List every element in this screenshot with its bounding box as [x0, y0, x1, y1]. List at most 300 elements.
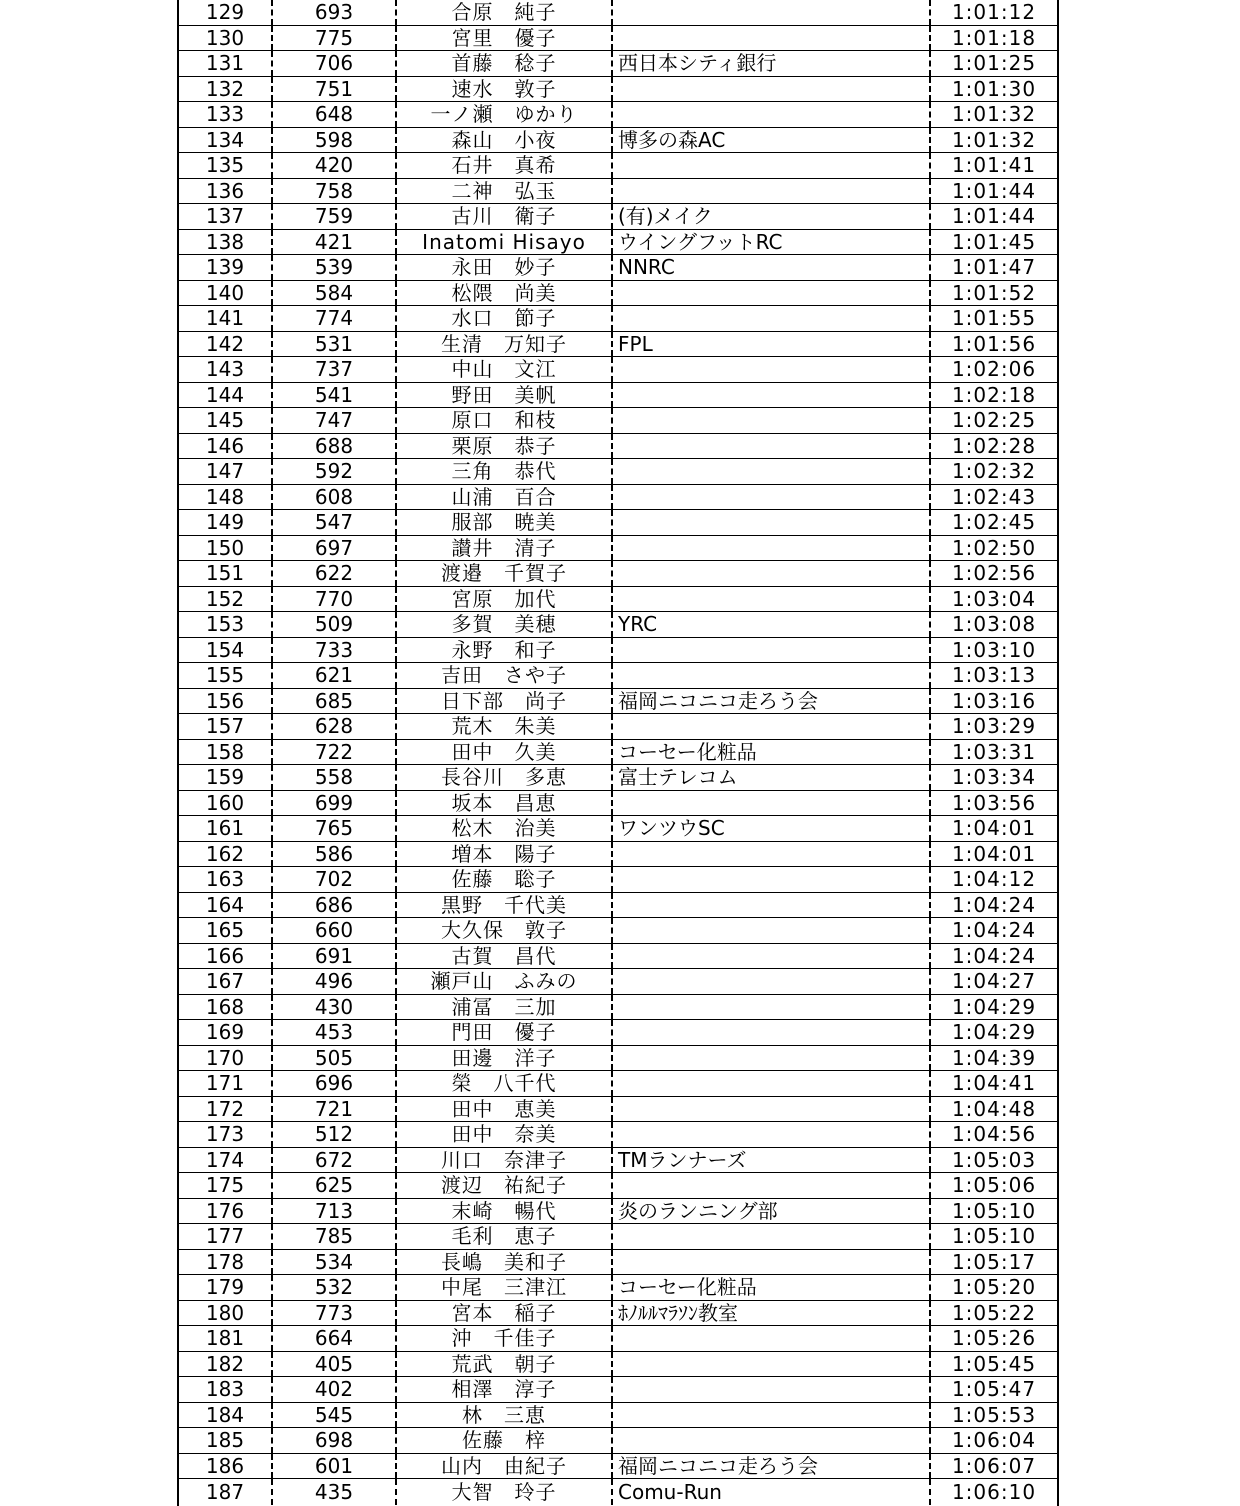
club-cell: TMランナーズ [613, 1148, 931, 1173]
bib-number-cell: 770 [273, 587, 397, 612]
club-cell [613, 714, 931, 739]
club-cell [613, 306, 931, 331]
bib-number-cell: 531 [273, 332, 397, 357]
club-cell: コーセー化粧品 [613, 1275, 931, 1300]
table-row [179, 1428, 1057, 1454]
rank-cell: 167 [179, 969, 273, 994]
bib-number-cell: 747 [273, 408, 397, 433]
club-cell [613, 561, 931, 586]
finish-time-cell: 1:05:22 [951, 1300, 1037, 1325]
table-row [179, 0, 1057, 26]
rank-cell: 149 [179, 510, 273, 535]
club-cell [613, 357, 931, 382]
table-row [179, 663, 1057, 689]
rank-cell: 173 [179, 1122, 273, 1147]
runner-name-cell: 長嶋 美和子 [397, 1250, 613, 1275]
finish-time-cell: 1:06:10 [951, 1479, 1037, 1504]
runner-name-cell: 松隈 尚美 [397, 281, 613, 306]
rank-cell: 135 [179, 153, 273, 178]
club-cell [613, 867, 931, 892]
runner-name-cell: 川口 奈津子 [397, 1148, 613, 1173]
club-cell: 博多の森AC [613, 128, 931, 153]
runner-name-cell: 山内 由紀子 [397, 1454, 613, 1479]
runner-name-cell: 永野 和子 [397, 638, 613, 663]
runner-name-cell: 増本 陽子 [397, 842, 613, 867]
runner-name-cell: Inatomi Hisayo [397, 230, 613, 255]
table-row [179, 867, 1057, 893]
table-row [179, 740, 1057, 766]
bib-number-cell: 601 [273, 1454, 397, 1479]
rank-cell: 151 [179, 561, 273, 586]
runner-name-cell: 相澤 淳子 [397, 1377, 613, 1402]
finish-time-cell: 1:02:25 [951, 408, 1037, 433]
rank-cell: 175 [179, 1173, 273, 1198]
runner-name-cell: 中尾 三津江 [397, 1275, 613, 1300]
club-cell [613, 1071, 931, 1096]
runner-name-cell: 三角 恭代 [397, 459, 613, 484]
finish-time-cell: 1:06:04 [951, 1428, 1037, 1453]
runner-name-cell: 浦冨 三加 [397, 995, 613, 1020]
bib-number-cell: 699 [273, 791, 397, 816]
bib-number-cell: 625 [273, 1173, 397, 1198]
rank-cell: 176 [179, 1199, 273, 1224]
club-cell [613, 1046, 931, 1071]
club-cell: コーセー化粧品 [613, 740, 931, 765]
finish-time-cell: 1:02:06 [951, 357, 1037, 382]
table-row [179, 1377, 1057, 1403]
runner-name-cell: 荒武 朝子 [397, 1352, 613, 1377]
runner-name-cell: 佐藤 聡子 [397, 867, 613, 892]
rank-cell: 159 [179, 765, 273, 790]
bib-number-cell: 672 [273, 1148, 397, 1173]
rank-cell: 144 [179, 383, 273, 408]
runner-name-cell: 日下部 尚子 [397, 689, 613, 714]
rank-cell: 147 [179, 459, 273, 484]
table-row [179, 510, 1057, 536]
runner-name-cell: 一ノ瀬 ゆかり [397, 102, 613, 127]
club-cell [613, 1326, 931, 1351]
bib-number-cell: 648 [273, 102, 397, 127]
runner-name-cell: 渡邉 千賀子 [397, 561, 613, 586]
table-row [179, 383, 1057, 409]
table-row [179, 816, 1057, 842]
bib-number-cell: 706 [273, 51, 397, 76]
table-row [179, 281, 1057, 307]
rank-cell: 160 [179, 791, 273, 816]
bib-number-cell: 421 [273, 230, 397, 255]
finish-time-cell: 1:03:56 [951, 790, 1037, 815]
club-cell [613, 434, 931, 459]
table-row [179, 944, 1057, 970]
finish-time-cell: 1:01:55 [951, 306, 1037, 331]
bib-number-cell: 558 [273, 765, 397, 790]
bib-number-cell: 721 [273, 1097, 397, 1122]
bib-number-cell: 435 [273, 1479, 397, 1505]
rank-cell: 146 [179, 434, 273, 459]
table-row [179, 1020, 1057, 1046]
runner-name-cell: 宮原 加代 [397, 587, 613, 612]
runner-name-cell: 二神 弘玉 [397, 179, 613, 204]
runner-name-cell: 森山 小夜 [397, 128, 613, 153]
bib-number-cell: 547 [273, 510, 397, 535]
table-row [179, 255, 1057, 281]
finish-time-cell: 1:05:10 [951, 1198, 1037, 1223]
bib-number-cell: 773 [273, 1301, 397, 1326]
finish-time-cell: 1:06:07 [951, 1453, 1037, 1478]
rank-cell: 134 [179, 128, 273, 153]
table-row [179, 51, 1057, 77]
table-row [179, 357, 1057, 383]
table-row [179, 995, 1057, 1021]
rank-cell: 143 [179, 357, 273, 382]
bib-number-cell: 545 [273, 1403, 397, 1428]
club-cell [613, 1020, 931, 1045]
table-row [179, 1301, 1057, 1327]
club-cell [613, 1122, 931, 1147]
runner-name-cell: 古川 衛子 [397, 204, 613, 229]
rank-cell: 145 [179, 408, 273, 433]
finish-time-cell: 1:03:08 [951, 612, 1037, 637]
finish-time-cell: 1:05:17 [951, 1249, 1037, 1274]
finish-time-cell: 1:04:24 [951, 892, 1037, 917]
table-row [179, 714, 1057, 740]
club-cell [613, 536, 931, 561]
rank-cell: 133 [179, 102, 273, 127]
club-cell: 福岡ニコニコ走ろう会 [613, 1454, 931, 1479]
bib-number-cell: 664 [273, 1326, 397, 1351]
bib-number-cell: 722 [273, 740, 397, 765]
rank-cell: 180 [179, 1301, 273, 1326]
rank-cell: 142 [179, 332, 273, 357]
finish-time-cell: 1:04:29 [951, 994, 1037, 1019]
runner-name-cell: 田中 奈美 [397, 1122, 613, 1147]
table-row [179, 26, 1057, 52]
club-cell: FPL [613, 332, 931, 357]
finish-time-cell: 1:03:29 [951, 714, 1037, 739]
finish-time-cell: 1:04:41 [951, 1071, 1037, 1096]
club-cell [613, 995, 931, 1020]
rank-cell: 181 [179, 1326, 273, 1351]
club-cell [613, 1097, 931, 1122]
finish-time-cell: 1:04:27 [951, 969, 1037, 994]
runner-name-cell: 渡辺 祐紀子 [397, 1173, 613, 1198]
club-cell [613, 26, 931, 51]
rank-cell: 132 [179, 77, 273, 102]
table-row [179, 1326, 1057, 1352]
rank-cell: 174 [179, 1148, 273, 1173]
rank-cell: 129 [179, 0, 273, 25]
table-row [179, 689, 1057, 715]
runner-name-cell: 速水 敦子 [397, 77, 613, 102]
club-cell [613, 1224, 931, 1249]
table-row [179, 765, 1057, 791]
table-row [179, 1046, 1057, 1072]
rank-cell: 137 [179, 204, 273, 229]
runner-name-cell: 松木 治美 [397, 816, 613, 841]
runner-name-cell: 宮本 稲子 [397, 1301, 613, 1326]
finish-time-cell: 1:05:10 [951, 1224, 1037, 1249]
bib-number-cell: 697 [273, 536, 397, 561]
bib-number-cell: 751 [273, 77, 397, 102]
bib-number-cell: 775 [273, 26, 397, 51]
table-row [179, 612, 1057, 638]
table-row [179, 332, 1057, 358]
finish-time-cell: 1:01:44 [951, 204, 1037, 229]
rank-cell: 187 [179, 1479, 273, 1505]
club-cell [613, 638, 931, 663]
rank-cell: 162 [179, 842, 273, 867]
runner-name-cell: 榮 八千代 [397, 1071, 613, 1096]
table-row [179, 587, 1057, 613]
runner-name-cell: 多賀 美穂 [397, 612, 613, 637]
rank-cell: 131 [179, 51, 273, 76]
table-row [179, 485, 1057, 511]
club-cell [613, 510, 931, 535]
runner-name-cell: 毛利 恵子 [397, 1224, 613, 1249]
club-cell: ﾎﾉﾙﾙﾏﾗｿﾝ教室 [613, 1301, 931, 1326]
table-row [179, 204, 1057, 230]
bib-number-cell: 505 [273, 1046, 397, 1071]
club-cell: Comu-Run [613, 1479, 931, 1505]
rank-cell: 178 [179, 1250, 273, 1275]
table-row [179, 791, 1057, 817]
rank-cell: 168 [179, 995, 273, 1020]
bib-number-cell: 693 [273, 0, 397, 25]
table-row [179, 306, 1057, 332]
club-cell: 西日本シティ銀行 [613, 51, 931, 76]
bib-number-cell: 702 [273, 867, 397, 892]
table-row [179, 1403, 1057, 1429]
finish-time-cell: 1:04:48 [951, 1096, 1037, 1121]
bib-number-cell: 405 [273, 1352, 397, 1377]
table-row [179, 536, 1057, 562]
runner-name-cell: 首藤 稔子 [397, 51, 613, 76]
finish-time-cell: 1:03:16 [951, 688, 1037, 713]
runner-name-cell: 末崎 暢代 [397, 1199, 613, 1224]
rank-cell: 171 [179, 1071, 273, 1096]
finish-time-cell: 1:01:52 [951, 280, 1037, 305]
table-row [179, 1097, 1057, 1123]
table-row [179, 179, 1057, 205]
rank-cell: 163 [179, 867, 273, 892]
bib-number-cell: 402 [273, 1377, 397, 1402]
finish-time-cell: 1:05:47 [951, 1377, 1037, 1402]
table-row [179, 1199, 1057, 1225]
table-row [179, 561, 1057, 587]
bib-number-cell: 765 [273, 816, 397, 841]
bib-number-cell: 539 [273, 255, 397, 280]
finish-time-cell: 1:02:32 [951, 459, 1037, 484]
table-row [179, 408, 1057, 434]
club-cell [613, 77, 931, 102]
rank-cell: 165 [179, 918, 273, 943]
table-row [179, 459, 1057, 485]
finish-time-cell: 1:02:56 [951, 561, 1037, 586]
club-cell [613, 969, 931, 994]
finish-time-cell: 1:01:45 [951, 229, 1037, 254]
table-row [179, 77, 1057, 103]
rank-cell: 140 [179, 281, 273, 306]
bib-number-cell: 628 [273, 714, 397, 739]
club-cell [613, 918, 931, 943]
club-cell [613, 944, 931, 969]
finish-time-cell: 1:03:04 [951, 586, 1037, 611]
bib-number-cell: 691 [273, 944, 397, 969]
table-row [179, 1275, 1057, 1301]
rank-cell: 177 [179, 1224, 273, 1249]
club-cell [613, 1173, 931, 1198]
runner-name-cell: 長谷川 多恵 [397, 765, 613, 790]
finish-time-cell: 1:03:13 [951, 663, 1037, 688]
finish-time-cell: 1:04:12 [951, 867, 1037, 892]
finish-time-cell: 1:04:24 [951, 943, 1037, 968]
rank-cell: 141 [179, 306, 273, 331]
club-cell: NNRC [613, 255, 931, 280]
runner-name-cell: 山浦 百合 [397, 485, 613, 510]
rank-cell: 185 [179, 1428, 273, 1453]
finish-time-cell: 1:03:34 [951, 765, 1037, 790]
finish-time-cell: 1:04:56 [951, 1122, 1037, 1147]
table-row [179, 153, 1057, 179]
bib-number-cell: 660 [273, 918, 397, 943]
table-row [179, 434, 1057, 460]
finish-time-cell: 1:04:24 [951, 918, 1037, 943]
runner-name-cell: 林 三恵 [397, 1403, 613, 1428]
bib-number-cell: 733 [273, 638, 397, 663]
table-row [179, 1173, 1057, 1199]
bib-number-cell: 621 [273, 663, 397, 688]
club-cell [613, 1352, 931, 1377]
finish-time-cell: 1:01:32 [951, 127, 1037, 152]
rank-cell: 148 [179, 485, 273, 510]
runner-name-cell: 原口 和枝 [397, 408, 613, 433]
bib-number-cell: 584 [273, 281, 397, 306]
table-row [179, 1148, 1057, 1174]
bib-number-cell: 608 [273, 485, 397, 510]
rank-cell: 155 [179, 663, 273, 688]
table-row [179, 969, 1057, 995]
table-row [179, 1122, 1057, 1148]
finish-time-cell: 1:01:32 [951, 102, 1037, 127]
runner-name-cell: 田中 恵美 [397, 1097, 613, 1122]
finish-time-cell: 1:04:39 [951, 1045, 1037, 1070]
club-cell [613, 153, 931, 178]
club-cell [613, 102, 931, 127]
rank-cell: 182 [179, 1352, 273, 1377]
club-cell [613, 179, 931, 204]
bib-number-cell: 598 [273, 128, 397, 153]
runner-name-cell: 荒木 朱美 [397, 714, 613, 739]
finish-time-cell: 1:01:56 [951, 331, 1037, 356]
bib-number-cell: 785 [273, 1224, 397, 1249]
finish-time-cell: 1:01:44 [951, 178, 1037, 203]
bib-number-cell: 430 [273, 995, 397, 1020]
runner-name-cell: 大智 玲子 [397, 1479, 613, 1505]
table-row [179, 1250, 1057, 1276]
table-row [179, 1071, 1057, 1097]
finish-time-cell: 1:01:30 [951, 76, 1037, 101]
table-row [179, 230, 1057, 256]
runner-name-cell: 門田 優子 [397, 1020, 613, 1045]
bib-number-cell: 713 [273, 1199, 397, 1224]
bib-number-cell: 622 [273, 561, 397, 586]
rank-cell: 139 [179, 255, 273, 280]
runner-name-cell: 沖 千佳子 [397, 1326, 613, 1351]
rank-cell: 157 [179, 714, 273, 739]
runner-name-cell: 野田 美帆 [397, 383, 613, 408]
runner-name-cell: 田中 久美 [397, 740, 613, 765]
club-cell [613, 842, 931, 867]
rank-cell: 170 [179, 1046, 273, 1071]
results-table [177, 0, 1059, 1506]
finish-time-cell: 1:01:12 [951, 0, 1037, 25]
bib-number-cell: 685 [273, 689, 397, 714]
runner-name-cell: 大久保 敦子 [397, 918, 613, 943]
club-cell [613, 1428, 931, 1453]
club-cell [613, 663, 931, 688]
rank-cell: 172 [179, 1097, 273, 1122]
runner-name-cell: 栗原 恭子 [397, 434, 613, 459]
table-row [179, 893, 1057, 919]
rank-cell: 130 [179, 26, 273, 51]
finish-time-cell: 1:05:45 [951, 1351, 1037, 1376]
finish-time-cell: 1:02:18 [951, 382, 1037, 407]
finish-time-cell: 1:01:47 [951, 255, 1037, 280]
finish-time-cell: 1:05:20 [951, 1275, 1037, 1300]
rank-cell: 166 [179, 944, 273, 969]
finish-time-cell: 1:04:01 [951, 816, 1037, 841]
finish-time-cell: 1:02:50 [951, 535, 1037, 560]
club-cell [613, 459, 931, 484]
rank-cell: 150 [179, 536, 273, 561]
club-cell [613, 1250, 931, 1275]
finish-time-cell: 1:03:31 [951, 739, 1037, 764]
rank-cell: 138 [179, 230, 273, 255]
club-cell: ワンツウSC [613, 816, 931, 841]
club-cell: 炎のランニング部 [613, 1199, 931, 1224]
bib-number-cell: 532 [273, 1275, 397, 1300]
bib-number-cell: 496 [273, 969, 397, 994]
rank-cell: 154 [179, 638, 273, 663]
finish-time-cell: 1:05:53 [951, 1402, 1037, 1427]
club-cell [613, 281, 931, 306]
bib-number-cell: 774 [273, 306, 397, 331]
rank-cell: 183 [179, 1377, 273, 1402]
club-cell [613, 893, 931, 918]
club-cell [613, 0, 931, 25]
bib-number-cell: 586 [273, 842, 397, 867]
club-cell: 福岡ニコニコ走ろう会 [613, 689, 931, 714]
rank-cell: 179 [179, 1275, 273, 1300]
runner-name-cell: 田邊 洋子 [397, 1046, 613, 1071]
rank-cell: 186 [179, 1454, 273, 1479]
club-cell: 富士テレコム [613, 765, 931, 790]
table-row [179, 918, 1057, 944]
runner-name-cell: 石井 真希 [397, 153, 613, 178]
bib-number-cell: 759 [273, 204, 397, 229]
club-cell [613, 587, 931, 612]
club-cell: ウイングフットRC [613, 230, 931, 255]
table-row [179, 128, 1057, 154]
club-cell: YRC [613, 612, 931, 637]
bib-number-cell: 592 [273, 459, 397, 484]
club-cell [613, 1403, 931, 1428]
club-cell [613, 485, 931, 510]
bib-number-cell: 686 [273, 893, 397, 918]
table-row [179, 1352, 1057, 1378]
finish-time-cell: 1:03:10 [951, 637, 1037, 662]
bib-number-cell: 696 [273, 1071, 397, 1096]
